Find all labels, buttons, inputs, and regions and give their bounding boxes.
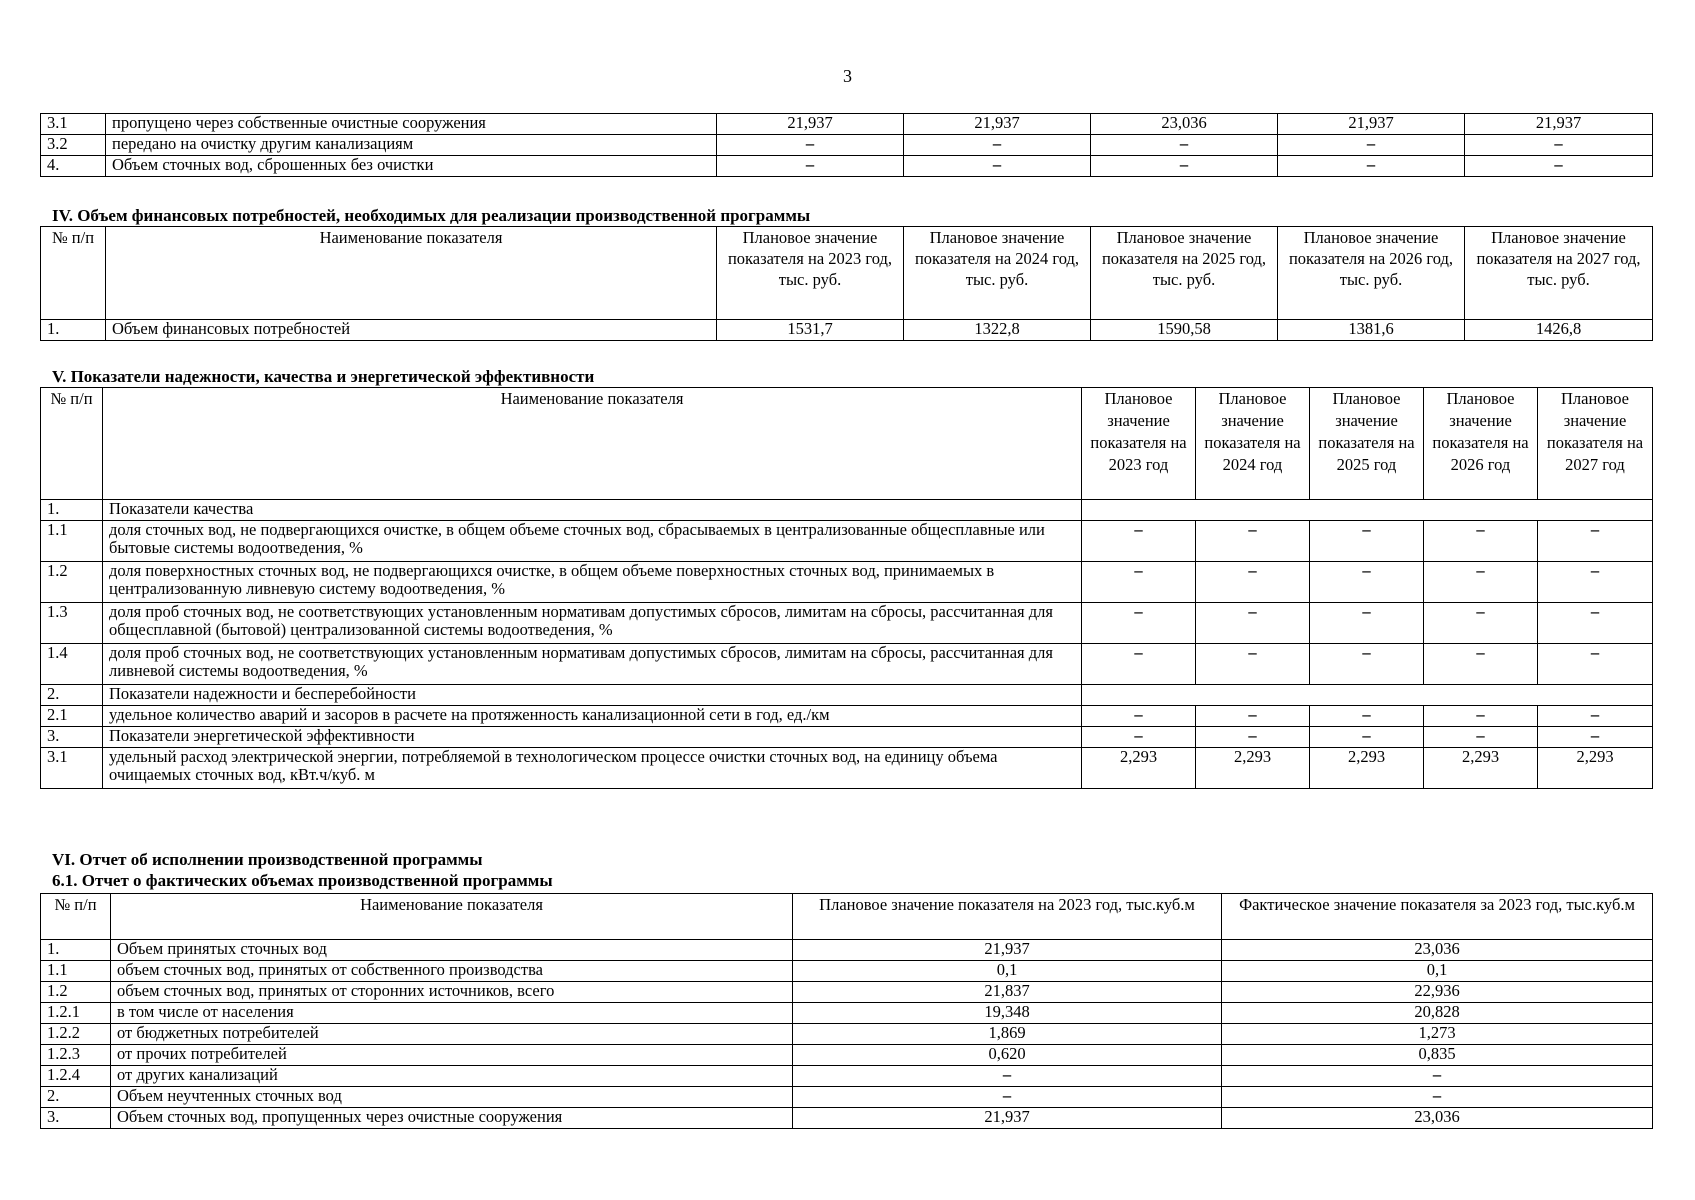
header-year: Плановое значение показателя на 2026 год — [1424, 388, 1538, 500]
row-name: Показатели энергетической эффективности — [103, 727, 1082, 748]
section-5-title: V. Показатели надежности, качества и энергетической эффективности — [52, 367, 595, 386]
row-number: 2. — [41, 685, 103, 706]
row-value: – — [904, 156, 1091, 177]
row-fact-value: 0,835 — [1222, 1045, 1653, 1066]
row-name: удельное количество аварий и засоров в расчете на протяженность канализационной сети в год, ед./км — [103, 706, 1082, 727]
row-value: 21,937 — [904, 114, 1091, 135]
section-6-1-subtitle: 6.1. Отчет о фактических объемах производственной программы — [52, 871, 553, 890]
row-value: – — [1424, 727, 1538, 748]
row-number: 1.1 — [41, 521, 103, 562]
row-value: – — [1196, 603, 1310, 644]
table-row — [41, 644, 1653, 685]
header-year: Плановое значение показателя на 2025 год — [1310, 388, 1424, 500]
row-plan-value: 21,937 — [793, 1108, 1222, 1129]
row-plan-value: 21,937 — [793, 940, 1222, 961]
table-row — [41, 1003, 1653, 1024]
reliability-indicators-table — [40, 387, 1653, 789]
row-value: – — [1424, 644, 1538, 685]
row-number: 1.3 — [41, 603, 103, 644]
production-report-table — [40, 893, 1653, 1129]
table-header-row — [41, 388, 1653, 500]
table-row — [41, 1087, 1653, 1108]
row-plan-value: – — [793, 1087, 1222, 1108]
header-year: Плановое значение показателя на 2024 год — [1196, 388, 1310, 500]
row-value: – — [717, 135, 904, 156]
header-name: Наименование показателя — [106, 227, 717, 320]
header-name: Наименование показателя — [111, 894, 793, 940]
row-value: – — [1082, 706, 1196, 727]
row-number: 4. — [41, 156, 106, 177]
row-value: – — [1538, 562, 1653, 603]
row-value: – — [1310, 562, 1424, 603]
table-row — [41, 320, 1653, 341]
row-value: – — [1091, 135, 1278, 156]
row-fact-value: 22,936 — [1222, 982, 1653, 1003]
row-number: 1. — [41, 320, 106, 341]
row-value: – — [1424, 562, 1538, 603]
row-name: объем сточных вод, принятых от собственного производства — [111, 961, 793, 982]
row-value: – — [1424, 603, 1538, 644]
row-value: – — [717, 156, 904, 177]
row-name: доля проб сточных вод, не соответствующих установленным нормативам допустимых сбросов, лимитам на сбросы, рассчитанная для ливневой системы водоотведения, % — [103, 644, 1082, 685]
row-plan-value: 21,837 — [793, 982, 1222, 1003]
table-row — [41, 521, 1653, 562]
row-number: 2. — [41, 1087, 111, 1108]
row-value: – — [1465, 156, 1653, 177]
row-number: 1. — [41, 940, 111, 961]
row-value: 2,293 — [1424, 748, 1538, 789]
row-fact-value: – — [1222, 1087, 1653, 1108]
row-number: 1.2.2 — [41, 1024, 111, 1045]
row-value: – — [1196, 706, 1310, 727]
row-number: 1. — [41, 500, 103, 521]
row-name: Объем принятых сточных вод — [111, 940, 793, 961]
row-plan-value: 1,869 — [793, 1024, 1222, 1045]
row-value: – — [1196, 562, 1310, 603]
row-number: 1.2.3 — [41, 1045, 111, 1066]
row-fact-value: 23,036 — [1222, 1108, 1653, 1129]
row-number: 1.4 — [41, 644, 103, 685]
table-row — [41, 1024, 1653, 1045]
table-row — [41, 940, 1653, 961]
row-value: – — [1424, 521, 1538, 562]
table-row — [41, 603, 1653, 644]
header-year: Плановое значение показателя на 2025 год, тыс. руб. — [1091, 227, 1278, 320]
table-header-row — [41, 894, 1653, 940]
table-row — [41, 500, 1653, 521]
row-name: от бюджетных потребителей — [111, 1024, 793, 1045]
row-value: – — [1310, 644, 1424, 685]
row-value: – — [1310, 727, 1424, 748]
table-row — [41, 685, 1653, 706]
row-value: 1322,8 — [904, 320, 1091, 341]
row-value: – — [1310, 603, 1424, 644]
table-row — [41, 1066, 1653, 1087]
row-number: 3. — [41, 727, 103, 748]
row-value: 23,036 — [1091, 114, 1278, 135]
table-row — [41, 562, 1653, 603]
row-value: 21,937 — [717, 114, 904, 135]
table-row — [41, 1108, 1653, 1129]
row-name: удельный расход электрической энергии, потребляемой в технологическом процессе очистки сточных вод, на единицу объема очищаемых сточных вод, кВт.ч/куб. м — [103, 748, 1082, 789]
header-year: Плановое значение показателя на 2024 год, тыс. руб. — [904, 227, 1091, 320]
row-value: 1590,58 — [1091, 320, 1278, 341]
header-plan: Плановое значение показателя на 2023 год, тыс.куб.м — [793, 894, 1222, 940]
row-value: – — [1538, 644, 1653, 685]
row-value: – — [1082, 521, 1196, 562]
row-fact-value: 20,828 — [1222, 1003, 1653, 1024]
row-name: передано на очистку другим канализациям — [106, 135, 717, 156]
table-row — [41, 135, 1653, 156]
row-value: 21,937 — [1465, 114, 1653, 135]
row-value: – — [1538, 521, 1653, 562]
row-number: 3.2 — [41, 135, 106, 156]
table-row — [41, 156, 1653, 177]
row-name: Объем сточных вод, сброшенных без очистки — [106, 156, 717, 177]
row-value: – — [1278, 135, 1465, 156]
row-name: доля проб сточных вод, не соответствующих установленным нормативам допустимых сбросов, лимитам на сбросы, рассчитанная для общесплавной (бытовой) централизованной системы водоотведения, % — [103, 603, 1082, 644]
row-value: – — [1424, 706, 1538, 727]
header-year: Плановое значение показателя на 2026 год, тыс. руб. — [1278, 227, 1465, 320]
row-fact-value: 0,1 — [1222, 961, 1653, 982]
page-number: 3 — [843, 66, 852, 86]
row-value: 2,293 — [1196, 748, 1310, 789]
table-row — [41, 114, 1653, 135]
row-name: Показатели надежности и бесперебойности — [103, 685, 1082, 706]
row-plan-value: 19,348 — [793, 1003, 1222, 1024]
row-fact-value: 23,036 — [1222, 940, 1653, 961]
section-4-title: IV. Объем финансовых потребностей, необходимых для реализации производственной программы — [52, 206, 811, 225]
row-number: 1.1 — [41, 961, 111, 982]
empty-values-cell — [1082, 500, 1653, 521]
row-value: 2,293 — [1082, 748, 1196, 789]
row-value: 1426,8 — [1465, 320, 1653, 341]
row-number: 1.2 — [41, 982, 111, 1003]
header-year: Плановое значение показателя на 2023 год, тыс. руб. — [717, 227, 904, 320]
table-row — [41, 1045, 1653, 1066]
header-num: № п/п — [41, 894, 111, 940]
continuation-table — [40, 113, 1653, 177]
row-number: 1.2.4 — [41, 1066, 111, 1087]
row-fact-value: – — [1222, 1066, 1653, 1087]
row-name: Объем финансовых потребностей — [106, 320, 717, 341]
row-value: – — [1196, 521, 1310, 562]
row-value: – — [1278, 156, 1465, 177]
header-name: Наименование показателя — [103, 388, 1082, 500]
row-value: 1381,6 — [1278, 320, 1465, 341]
row-value: – — [1082, 562, 1196, 603]
section-6-title: VI. Отчет об исполнении производственной программы — [52, 850, 483, 869]
row-number: 3.1 — [41, 114, 106, 135]
header-year: Плановое значение показателя на 2027 год — [1538, 388, 1653, 500]
row-name: Объем неучтенных сточных вод — [111, 1087, 793, 1108]
financial-needs-table — [40, 226, 1653, 341]
row-value: – — [904, 135, 1091, 156]
row-name: пропущено через собственные очистные сооружения — [106, 114, 717, 135]
row-value: – — [1310, 521, 1424, 562]
row-value: 2,293 — [1310, 748, 1424, 789]
row-plan-value: 0,1 — [793, 961, 1222, 982]
row-value: – — [1465, 135, 1653, 156]
row-number: 1.2 — [41, 562, 103, 603]
header-num: № п/п — [41, 227, 106, 320]
empty-values-cell — [1082, 685, 1653, 706]
table-header-row — [41, 227, 1653, 320]
row-value: – — [1310, 706, 1424, 727]
row-name: от других канализаций — [111, 1066, 793, 1087]
row-value: – — [1091, 156, 1278, 177]
row-name: объем сточных вод, принятых от сторонних источников, всего — [111, 982, 793, 1003]
row-value: – — [1082, 603, 1196, 644]
table-row — [41, 748, 1653, 789]
row-value: 2,293 — [1538, 748, 1653, 789]
row-number: 3.1 — [41, 748, 103, 789]
row-value: – — [1538, 706, 1653, 727]
row-name: в том числе от населения — [111, 1003, 793, 1024]
row-plan-value: 0,620 — [793, 1045, 1222, 1066]
row-value: – — [1196, 727, 1310, 748]
table-row — [41, 706, 1653, 727]
table-row — [41, 961, 1653, 982]
row-name: от прочих потребителей — [111, 1045, 793, 1066]
row-value: 1531,7 — [717, 320, 904, 341]
row-number: 3. — [41, 1108, 111, 1129]
header-num: № п/п — [41, 388, 103, 500]
row-value: – — [1082, 727, 1196, 748]
header-year: Плановое значение показателя на 2027 год, тыс. руб. — [1465, 227, 1653, 320]
row-name: доля поверхностных сточных вод, не подвергающихся очистке, в общем объеме поверхностных сточных вод, принимаемых в централизованную ливневую систему водоотведения, % — [103, 562, 1082, 603]
row-value: – — [1538, 727, 1653, 748]
table-row — [41, 727, 1653, 748]
row-number: 1.2.1 — [41, 1003, 111, 1024]
header-fact: Фактическое значение показателя за 2023 год, тыс.куб.м — [1222, 894, 1653, 940]
row-fact-value: 1,273 — [1222, 1024, 1653, 1045]
row-value: – — [1538, 603, 1653, 644]
row-number: 2.1 — [41, 706, 103, 727]
row-name: Объем сточных вод, пропущенных через очистные сооружения — [111, 1108, 793, 1129]
row-plan-value: – — [793, 1066, 1222, 1087]
row-name: доля сточных вод, не подвергающихся очистке, в общем объеме сточных вод, сбрасываемых в централизованные общесплавные или бытовые системы водоотведения, % — [103, 521, 1082, 562]
header-year: Плановое значение показателя на 2023 год — [1082, 388, 1196, 500]
row-value: 21,937 — [1278, 114, 1465, 135]
row-value: – — [1082, 644, 1196, 685]
table-row — [41, 982, 1653, 1003]
row-name: Показатели качества — [103, 500, 1082, 521]
row-value: – — [1196, 644, 1310, 685]
